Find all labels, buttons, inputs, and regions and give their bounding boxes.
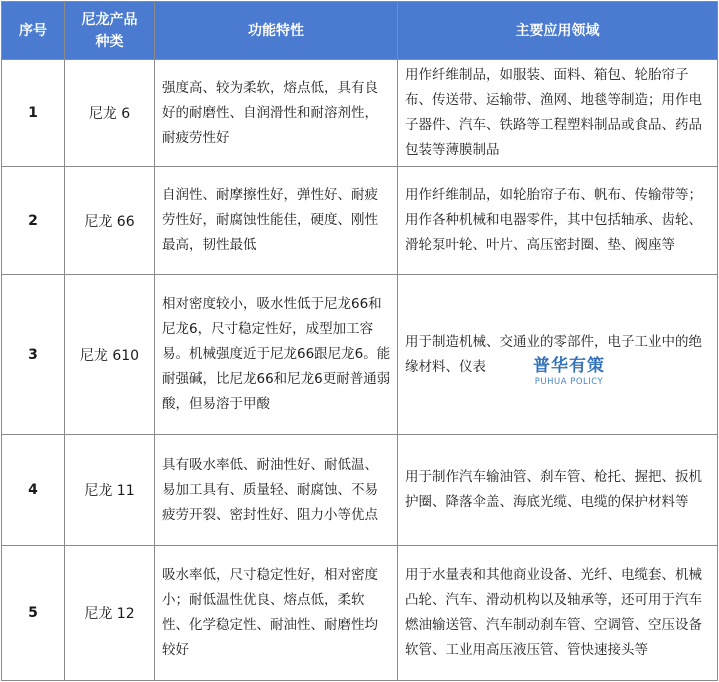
row-applications: 用作纤维制品，如服装、面料、箱包、轮胎帘子布、传送带、运输带、渔网、地毯等制造；用作电子器件、汽车、铁路等工程塑料制品或食品、药品包装等薄膜制品 [398,60,717,167]
header-index: 序号 [2,2,65,60]
row-applications: 用作纤维制品，如轮胎帘子布、帆布、传输带等；用作各种机械和电器零件，其中包括轴承、齿轮、滑轮泵叶轮、叶片、高压密封圈、垫、阀座等 [398,167,717,275]
row-features: 吸水率低，尺寸稳定性好，相对密度小；耐低温性优良、熔点低，柔软性、化学稳定性、耐油性、耐磨性均较好 [155,546,398,680]
table-row [2,275,717,435]
table-header-row [2,2,717,60]
watermark-name-en: PUHUA POLICY [534,377,604,387]
row-type: 尼龙 66 [65,167,155,275]
header-features: 功能特性 [155,2,398,60]
header-type: 尼龙产品种类 [65,2,155,60]
row-index: 1 [2,60,65,167]
row-type: 尼龙 11 [65,435,155,546]
watermark-name-cn: 普华有策 [533,356,605,376]
nylon-comparison-table [1,1,718,681]
table-row [2,60,717,167]
row-applications: 用于制作汽车输油管、刹车管、枪托、握把、扳机护圈、降落伞盖、海底光缆、电缆的保护材料等 [398,435,717,546]
row-index: 4 [2,435,65,546]
row-applications: 用于制造机械、交通业的零部件，电子工业中的绝缘材料、仪表 [398,275,717,435]
table-row [2,167,717,275]
row-type: 尼龙 6 [65,60,155,167]
row-index: 2 [2,167,65,275]
header-applications: 主要应用领域 [398,2,717,60]
row-index: 3 [2,275,65,435]
row-applications: 用于水量表和其他商业设备、光纤、电缆套、机械凸轮、汽车、滑动机构以及轴承等，还可用于汽车燃油输送管、汽车制动刹车管、空调管、空压设备软管、工业用高压液压管、管快速接头等 [405,567,702,658]
row-features: 具有吸水率低、耐油性好、耐低温、易加工具有、质量轻、耐腐蚀、不易疲劳开裂、密封性好、阻力小等优点 [155,435,398,546]
row-type: 尼龙 12 [65,546,155,680]
table-row [2,546,717,680]
row-type: 尼龙 610 [65,275,155,435]
row-features: 强度高、较为柔软，熔点低，具有良好的耐磨性、自润滑性和耐溶剂性，耐疲劳性好 [155,60,398,167]
table-row [2,435,717,546]
row-features: 自润性、耐摩擦性好，弹性好、耐疲劳性好，耐腐蚀性能佳，硬度、刚性最高，韧性最低 [155,167,398,275]
row-index: 5 [2,546,65,680]
row-features: 相对密度较小，吸水性低于尼龙66和尼龙6，尺寸稳定性好，成型加工容易。机械强度近于尼龙66跟尼龙6。能耐强碱，比尼龙66和尼龙6更耐普通弱酸，但易溶于甲酸 [155,275,398,435]
